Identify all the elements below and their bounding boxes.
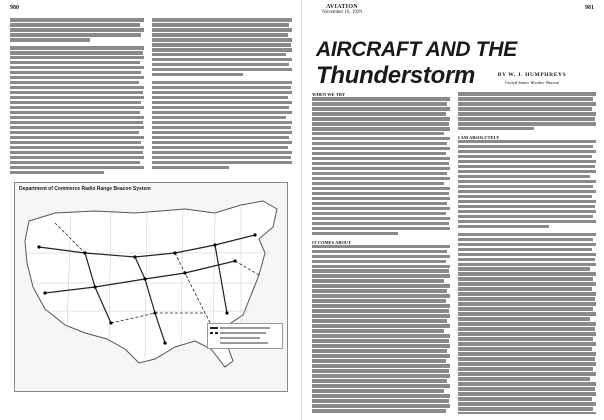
text-column-2 <box>152 18 292 178</box>
article-column-2 <box>458 92 596 414</box>
dropcap-lead: WHEN WE TRY <box>312 92 346 97</box>
map-title: Department of Commerce Radio Range Beacon System <box>19 186 151 192</box>
radio-beacon-map <box>14 182 288 392</box>
dropcap-lead-4: I AM ABSOLUTELY <box>458 134 500 140</box>
byline <box>472 72 592 86</box>
right-page <box>302 0 604 420</box>
running-head-date: November 16, 1929 <box>322 10 362 15</box>
page-number: 981 <box>585 5 594 11</box>
us-map-figure <box>15 183 287 391</box>
article-title-word: Thunderstorm <box>316 62 476 89</box>
running-head <box>312 4 372 16</box>
map-legend <box>207 323 283 349</box>
page-number: 980 <box>10 5 19 11</box>
text-column-1 <box>10 18 144 178</box>
author-affiliation: United States Weather Bureau <box>504 80 560 85</box>
running-head-title: AVIATION <box>326 4 358 10</box>
author-name: BY W. J. HUMPHREYS <box>497 72 567 78</box>
article-title-prefix: AIRCRAFT AND THE <box>316 38 517 61</box>
dropcap-lead-3: IT COMES ABOUT <box>312 239 352 245</box>
article-column-1 <box>312 92 450 414</box>
